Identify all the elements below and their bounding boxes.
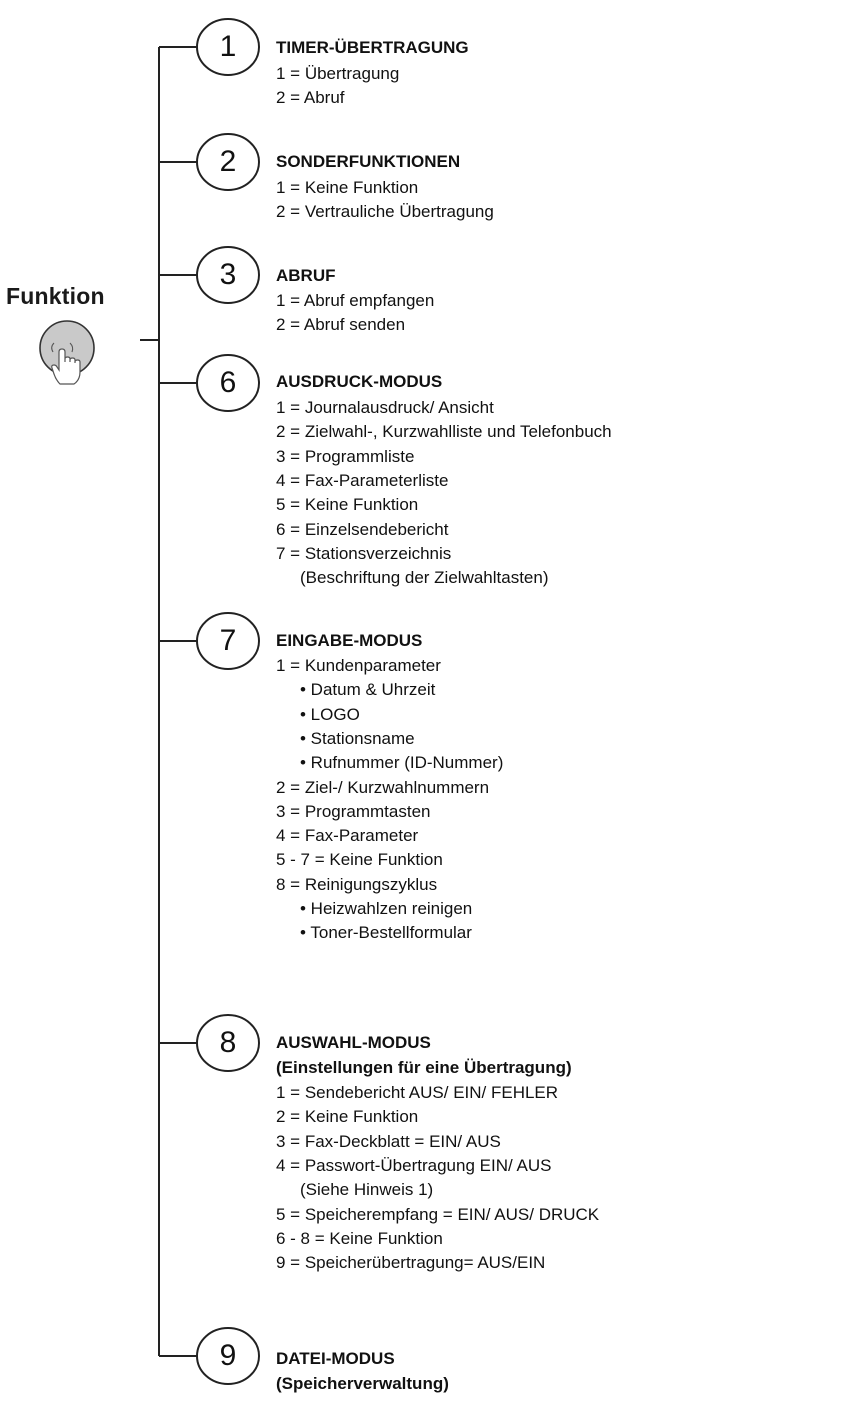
menu-item: 2 = Vertrauliche Übertragung [276, 202, 494, 222]
function-key-label: Funktion [6, 283, 105, 309]
menu-sub-item: • Stationsname [300, 728, 415, 748]
menu-title: AUSDRUCK-MODUS [276, 372, 443, 391]
menu-item: 5 = Keine Funktion [276, 495, 419, 515]
menu-item: 3 = Programmtasten [276, 801, 431, 821]
menu-item: 3 = Programmliste [276, 446, 415, 466]
menu-item: 5 - 7 = Keine Funktion [276, 850, 443, 870]
menu-sub-item: • Heizwahlzen reinigen [300, 899, 473, 918]
menu-item: 1 = Sendebericht AUS/ EIN/ FEHLER [276, 1083, 559, 1102]
menu-sub-item: • Toner-Bestellformular [300, 923, 472, 943]
menu-number: 1 [219, 30, 237, 63]
menu-title: AUSWAHL-MODUS [276, 1033, 431, 1052]
menu-title: TIMER-ÜBERTRAGUNG [276, 38, 469, 57]
menu-sub-item: • Rufnummer (ID-Nummer) [300, 753, 504, 773]
menu-item: 2 = Keine Funktion [276, 1107, 419, 1127]
menu-subtitle: (Speicherverwaltung) [276, 1374, 449, 1393]
menu-item: 4 = Passwort-Übertragung EIN/ AUS [276, 1155, 552, 1175]
menu-item: 7 = Stationsverzeichnis [276, 543, 452, 563]
menu-number: 7 [219, 624, 237, 657]
menu-item: 3 = Fax-Deckblatt = EIN/ AUS [276, 1131, 501, 1151]
menu-item: 2 = Ziel-/ Kurzwahlnummern [276, 777, 490, 797]
menu-number: 3 [219, 258, 237, 291]
menu-number: 9 [219, 1339, 237, 1372]
menu-item: 5 = Speicherempfang = EIN/ AUS/ DRUCK [276, 1204, 600, 1224]
menu-sub-item: (Beschriftung der Zielwahltasten) [300, 568, 549, 588]
function-key-button[interactable] [32, 312, 112, 412]
menu-number: 8 [219, 1026, 237, 1059]
menu-title: SONDERFUNKTIONEN [276, 152, 461, 171]
menu-sub-item: (Siehe Hinweis 1) [300, 1180, 434, 1200]
menu-title: EINGABE-MODUS [276, 631, 423, 650]
menu-item: 8 = Reinigungszyklus [276, 874, 438, 894]
menu-item: 1 = Journalausdruck/ Ansicht [276, 398, 494, 417]
menu-item: 1 = Übertragung [276, 64, 400, 83]
menu-sub-item: • LOGO [300, 704, 360, 724]
menu-item: 1 = Kundenparameter [276, 656, 441, 675]
menu-number: 2 [219, 145, 237, 178]
menu-item: 2 = Abruf senden [276, 315, 406, 335]
menu-sub-item: • Datum & Uhrzeit [300, 680, 436, 700]
menu-number: 6 [219, 366, 237, 399]
menu-subtitle: (Einstellungen für eine Übertragung) [276, 1058, 572, 1077]
menu-item: 4 = Fax-Parameterliste [276, 470, 449, 490]
menu-item: 9 = Speicherübertragung= AUS/EIN [276, 1253, 546, 1273]
menu-title: DATEI-MODUS [276, 1349, 395, 1368]
menu-item: 2 = Zielwahl-, Kurzwahlliste und Telefonbuch [276, 422, 612, 442]
menu-item: 6 = Einzelsendebericht [276, 519, 449, 539]
menu-item: 6 - 8 = Keine Funktion [276, 1228, 443, 1248]
menu-item: 1 = Abruf empfangen [276, 291, 435, 310]
menu-item: 4 = Fax-Parameter [276, 826, 419, 846]
menu-item: 2 = Abruf [276, 88, 345, 108]
menu-item: 1 = Keine Funktion [276, 178, 419, 197]
menu-title: ABRUF [276, 266, 336, 285]
